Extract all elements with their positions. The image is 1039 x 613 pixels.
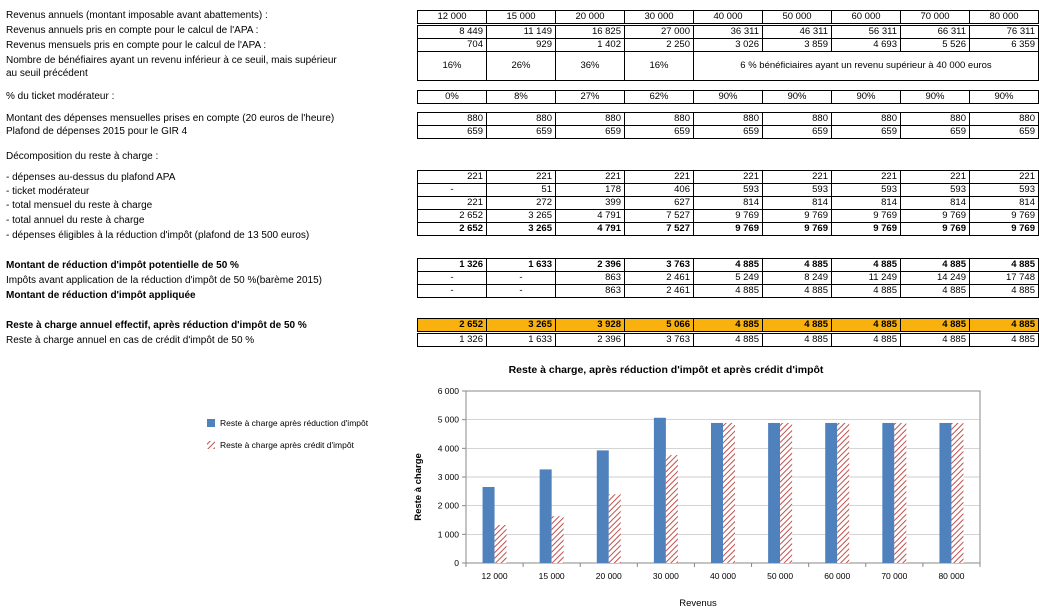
table-reste-effectif [417,318,1039,332]
chart-plot-area [438,386,980,581]
table-reduction [417,258,1039,298]
table-cell: 880 [970,113,1039,126]
y-tick-label: 4 000 [437,443,459,454]
table-cell: 659 [556,126,625,139]
table-cell: 6 359 [970,39,1039,52]
table-cell: 814 [832,197,901,210]
table-cell: 27% [556,91,625,104]
table-cell: 659 [418,126,487,139]
table-revenus-header [417,10,1039,24]
table-cell: 36% [556,52,625,81]
table-cell: 2 652 [418,210,487,223]
table-cell: 814 [694,197,763,210]
table-cell: 4 885 [970,259,1039,272]
x-tick-label: 40 000 [710,571,736,581]
table-cell: 4 885 [763,334,832,347]
bar-reduction [597,450,609,563]
x-tick-label: 50 000 [767,571,794,581]
bar-credit [495,525,507,563]
table-cell: 880 [832,113,901,126]
table-row [418,184,1039,197]
table-cell: 3 763 [625,259,694,272]
table-cell: 11 249 [832,272,901,285]
label-depenses-eligibles: - dépenses éligibles à la réduction d'impôt (plafond de 13 500 euros) [6,230,310,241]
table-cell: 9 769 [901,210,970,223]
table-cell: 40 000 [694,11,763,24]
table-cell: 9 769 [970,223,1039,236]
table-cell: 26% [487,52,556,81]
bar-credit [837,423,849,563]
table-cell: 70 000 [901,11,970,24]
table-cell: 1 633 [487,334,556,347]
table-cell: 9 769 [832,223,901,236]
table-cell: 8 449 [418,26,487,39]
legend-label-reduction: Reste à charge après réduction d'impôt [220,418,369,428]
label-reste-effectif: Reste à charge annuel effectif, après réduction d'impôt de 50 % [6,320,307,331]
table-row [418,285,1039,298]
table-cell: 4 885 [694,259,763,272]
label-nombre-beneficiaires-1: Nombre de bénéfiaires ayant un revenu inférieur à ce seuil, mais supérieur [6,55,337,66]
table-cell: 221 [418,171,487,184]
table-cell: 863 [556,272,625,285]
table-cell: 17 748 [970,272,1039,285]
table-cell: 4 885 [694,334,763,347]
table-cell: 4 885 [832,334,901,347]
table-cell: 929 [487,39,556,52]
table-row [418,272,1039,285]
bar-reduction [654,418,666,563]
table-cell: 4 885 [832,319,901,332]
table-cell: 4 885 [694,319,763,332]
table-cell: 80 000 [970,11,1039,24]
table-cell: 814 [763,197,832,210]
bar-reduction [882,423,894,563]
table-cell: 27 000 [625,26,694,39]
table-cell: - [418,272,487,285]
table-cell: 2 250 [625,39,694,52]
table-cell: 814 [970,197,1039,210]
table-row [418,11,1039,24]
table-cell: 4 885 [970,334,1039,347]
bar-credit [894,423,906,563]
label-decomposition: Décomposition du reste à charge : [6,151,159,162]
x-tick-label: 60 000 [824,571,851,581]
table-cell: 659 [694,126,763,139]
table-cell: 1 326 [418,334,487,347]
table-cell: 4 885 [970,285,1039,298]
table-cell: 9 769 [970,210,1039,223]
table-cell: 51 [487,184,556,197]
table-cell: 2 396 [556,334,625,347]
label-revenus-mensuels-apa: Revenus mensuels pris en compte pour le calcul de l'APA : [6,40,267,51]
x-tick-label: 70 000 [881,571,908,581]
chart-legend [207,418,369,450]
table-cell: 4 791 [556,223,625,236]
table-cell: 221 [901,171,970,184]
table-cell: 659 [901,126,970,139]
table-cell: 221 [487,171,556,184]
table-cell: 593 [763,184,832,197]
bar-reduction [825,423,837,563]
table-row [418,39,1039,52]
table-cell: 9 769 [832,210,901,223]
table-row [418,223,1039,236]
label-plafond-depenses: Plafond de dépenses 2015 pour le GIR 4 [6,126,188,137]
table-cell: 659 [487,126,556,139]
table-cell: 221 [556,171,625,184]
legend-label-credit: Reste à charge après crédit d'impôt [220,440,354,450]
table-cell: 3 265 [487,210,556,223]
x-tick-label: 20 000 [595,571,622,581]
table-cell: 880 [487,113,556,126]
table-cell: 178 [556,184,625,197]
beneficiaires-span-cell: 6 % bénéficiaires ayant un revenu supérieur à 40 000 euros [694,52,1039,81]
table-cell: 2 461 [625,272,694,285]
table-cell: 4 885 [694,285,763,298]
table-row [418,126,1039,139]
table-cell: 5 526 [901,39,970,52]
bar-credit [609,494,621,563]
x-tick-label: 80 000 [938,571,965,581]
chart-title: Reste à charge, après réduction d'impôt et après crédit d'impôt [508,364,824,376]
table-cell: 14 249 [901,272,970,285]
y-tick-label: 2 000 [437,500,459,511]
table-cell: 1 633 [487,259,556,272]
table-cell: 627 [625,197,694,210]
table-cell: 76 311 [970,26,1039,39]
table-cell: 15 000 [487,11,556,24]
table-depenses [417,112,1039,139]
table-cell: 4 885 [832,259,901,272]
bar-credit [780,423,792,563]
table-cell: 659 [832,126,901,139]
label-revenus-annuels-apa: Revenus annuels pris en compte pour le calcul de l'APA : [6,25,259,36]
table-cell: 16% [418,52,487,81]
table-cell: 5 249 [694,272,763,285]
table-cell: - [487,285,556,298]
table-cell: 8 249 [763,272,832,285]
y-tick-label: 5 000 [437,414,459,425]
bar-credit [723,423,735,563]
table-cell: 66 311 [901,26,970,39]
table-cell: 406 [625,184,694,197]
table-row [418,26,1039,39]
table-reste-credit [417,333,1039,347]
bar-credit [552,516,564,563]
bar-reduction [711,423,723,563]
table-cell: 814 [901,197,970,210]
table-cell: 221 [970,171,1039,184]
label-reste-credit: Reste à charge annuel en cas de crédit d'impôt de 50 % [6,335,255,346]
table-cell: 3 763 [625,334,694,347]
table-cell: 16% [625,52,694,81]
table-row [418,210,1039,223]
table-cell: 880 [418,113,487,126]
label-total-annuel: - total annuel du reste à charge [6,215,145,226]
bar-credit [666,455,678,563]
table-cell: 4 885 [901,259,970,272]
table-cell: 593 [970,184,1039,197]
table-cell: 880 [625,113,694,126]
x-tick-label: 12 000 [481,571,508,581]
table-cell: 90% [970,91,1039,104]
label-depenses-mensuelles: Montant des dépenses mensuelles prises en compte (20 euros de l'heure) [6,113,335,124]
table-cell: 3 928 [556,319,625,332]
table-row [418,171,1039,184]
bar-reduction [483,487,495,563]
table-cell: 4 791 [556,210,625,223]
y-axis-label: Reste à charge [413,453,424,521]
label-total-mensuel: - total mensuel du reste à charge [6,200,153,211]
bar-credit [951,423,963,563]
table-cell: 880 [556,113,625,126]
table-cell: 90% [694,91,763,104]
table-cell: 90% [832,91,901,104]
bar-reduction [768,423,780,563]
y-tick-label: 0 [454,558,459,568]
table-cell: 0% [418,91,487,104]
table-row [418,113,1039,126]
table-cell: 90% [901,91,970,104]
y-tick-label: 1 000 [437,529,459,540]
table-cell: 9 769 [694,210,763,223]
bar-reduction [540,469,552,563]
table-cell: 1 402 [556,39,625,52]
table-cell: 46 311 [763,26,832,39]
y-tick-label: 6 000 [437,386,459,396]
table-cell: 399 [556,197,625,210]
table-cell: 4 885 [970,319,1039,332]
table-cell: 659 [763,126,832,139]
plot-border [466,391,980,563]
table-cell: 90% [763,91,832,104]
table-row [418,91,1039,104]
y-tick-label: 3 000 [437,472,459,482]
table-cell: 880 [901,113,970,126]
table-cell: 16 825 [556,26,625,39]
table-cell: - [418,184,487,197]
table-cell: 221 [763,171,832,184]
table-cell: 221 [418,197,487,210]
table-cell: 4 885 [832,285,901,298]
table-cell: 2 396 [556,259,625,272]
table-cell: 593 [832,184,901,197]
x-tick-label: 15 000 [538,571,565,581]
label-depenses-plafond: - dépenses au-dessus du plafond APA [6,172,176,183]
table-cell: - [418,285,487,298]
table-cell: 221 [694,171,763,184]
table-row [418,259,1039,272]
table-cell: - [487,272,556,285]
table-cell: 56 311 [832,26,901,39]
label-reduction-appliquee: Montant de réduction d'impôt appliquée [6,290,196,301]
table-cell: 7 527 [625,223,694,236]
table-cell: 659 [970,126,1039,139]
table-row [418,319,1039,332]
table-cell: 2 652 [418,223,487,236]
x-axis-label: Revenus [679,598,717,609]
table-cell: 62% [625,91,694,104]
label-reduction-potentielle: Montant de réduction d'impôt potentielle de 50 % [6,260,239,271]
table-cell: 9 769 [763,210,832,223]
table-cell: 659 [625,126,694,139]
table-cell: 272 [487,197,556,210]
label-ticket: - ticket modérateur [6,186,90,197]
table-cell: 4 885 [763,319,832,332]
table-ticket-moderateur [417,90,1039,104]
legend-swatch-reduction [207,419,215,427]
table-cell: 4 885 [763,259,832,272]
table-cell: 2 461 [625,285,694,298]
table-cell: 60 000 [832,11,901,24]
legend-swatch-credit [207,441,215,449]
x-tick-label: 30 000 [652,571,679,581]
table-cell: 50 000 [763,11,832,24]
table-cell: 20 000 [556,11,625,24]
table-cell: 12 000 [418,11,487,24]
table-row [418,52,1039,81]
table-cell: 4 885 [901,334,970,347]
table-decomposition [417,170,1039,236]
table-cell: 7 527 [625,210,694,223]
table-cell: 4 693 [832,39,901,52]
table-cell: 9 769 [694,223,763,236]
table-cell: 11 149 [487,26,556,39]
table-cell: 880 [694,113,763,126]
table-cell: 5 066 [625,319,694,332]
table-cell: 4 885 [901,319,970,332]
table-cell: 221 [832,171,901,184]
table-cell: 593 [901,184,970,197]
table-cell: 863 [556,285,625,298]
label-ticket-moderateur: % du ticket modérateur : [6,91,115,102]
table-cell: 3 859 [763,39,832,52]
label-nombre-beneficiaires-2: au seuil précédent [6,68,88,79]
table-cell: 2 652 [418,319,487,332]
table-cell: 3 026 [694,39,763,52]
table-cell: 704 [418,39,487,52]
table-cell: 36 311 [694,26,763,39]
table-cell: 1 326 [418,259,487,272]
table-cell: 8% [487,91,556,104]
table-cell: 9 769 [901,223,970,236]
table-cell: 880 [763,113,832,126]
table-cell: 4 885 [901,285,970,298]
table-cell: 9 769 [763,223,832,236]
table-revenus-apa [417,25,1039,81]
table-cell: 3 265 [487,319,556,332]
table-cell: 221 [625,171,694,184]
label-impots-avant: Impôts avant application de la réduction d'impôt de 50 %(barème 2015) [6,275,322,286]
table-cell: 593 [694,184,763,197]
label-revenus-annuels: Revenus annuels (montant imposable avant abattements) : [6,10,268,21]
table-cell: 4 885 [763,285,832,298]
bar-reduction [939,423,951,563]
table-cell: 3 265 [487,223,556,236]
table-row [418,197,1039,210]
table-cell: 30 000 [625,11,694,24]
table-row [418,334,1039,347]
